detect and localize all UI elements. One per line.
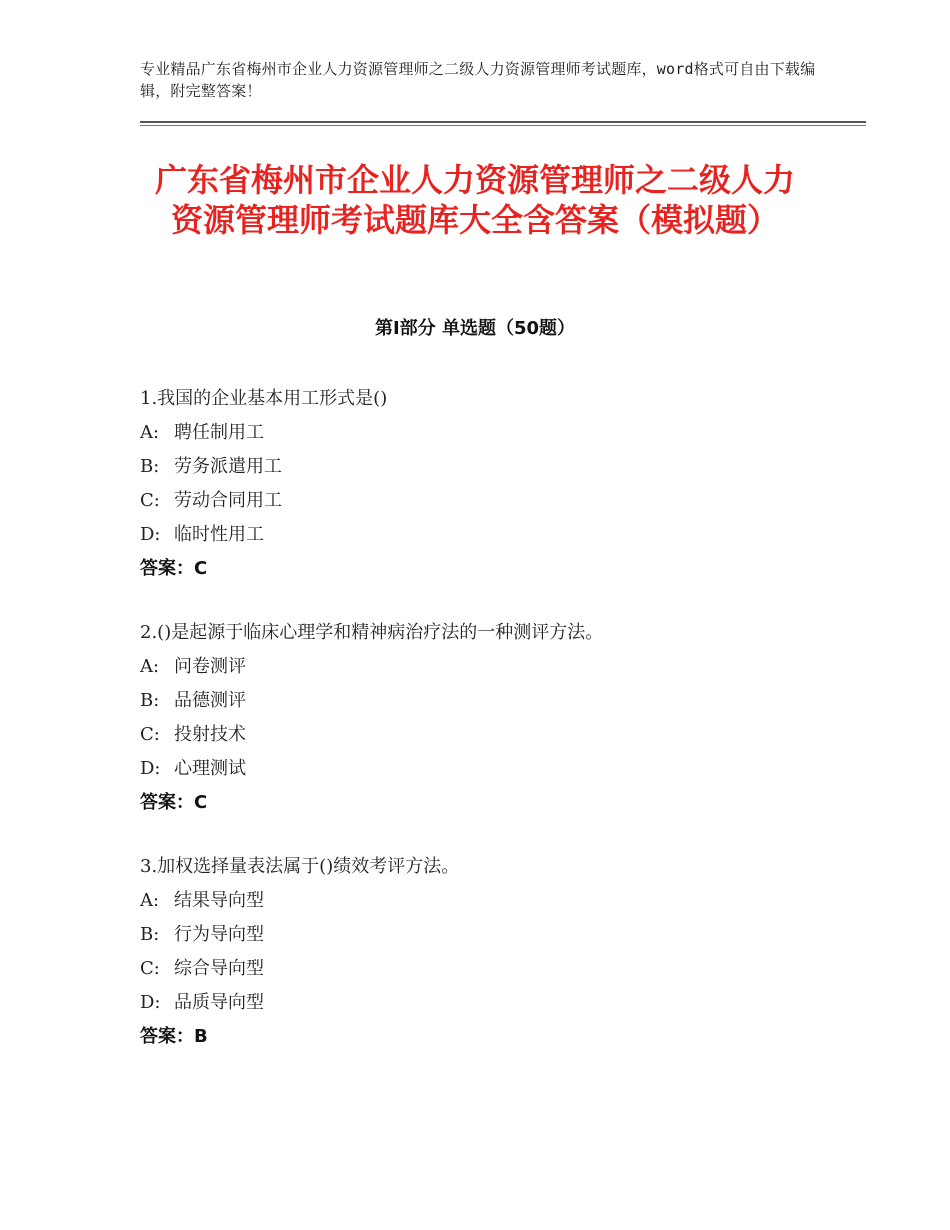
option-text: 心理测试 bbox=[174, 758, 246, 779]
option-d bbox=[140, 986, 840, 1020]
option-letter: A: bbox=[140, 656, 160, 677]
option-text: 品德测评 bbox=[174, 690, 246, 711]
question-2 bbox=[140, 616, 840, 820]
option-c bbox=[140, 952, 840, 986]
header-note: 专业精品广东省梅州市企业人力资源管理师之二级人力资源管理师考试题库，word格式可自由下载编辑，附完整答案！ bbox=[140, 60, 816, 100]
option-letter: C: bbox=[140, 958, 160, 979]
option-letter: C: bbox=[140, 724, 160, 745]
question-stem: 3.加权选择量表法属于()绩效考评方法。 bbox=[140, 856, 460, 877]
option-letter: C: bbox=[140, 490, 160, 511]
option-text: 聘任制用工 bbox=[174, 422, 264, 443]
option-c bbox=[140, 718, 840, 752]
option-b bbox=[140, 684, 840, 718]
header-rule-thick bbox=[140, 121, 866, 123]
option-text: 综合导向型 bbox=[174, 958, 264, 979]
option-letter: A: bbox=[140, 422, 160, 443]
option-d bbox=[140, 518, 840, 552]
answer-line: 答案：C bbox=[140, 558, 208, 579]
option-letter: B: bbox=[140, 456, 160, 477]
question-stem: 1.我国的企业基本用工形式是() bbox=[140, 388, 388, 409]
question-stem: 2.()是起源于临床心理学和精神病治疗法的一种测评方法。 bbox=[140, 622, 604, 643]
option-text: 问卷测评 bbox=[174, 656, 246, 677]
document-title: 广东省梅州市企业人力资源管理师之二级人力资源管理师考试题库大全含答案（模拟题） bbox=[154, 161, 795, 239]
option-letter: A: bbox=[140, 890, 160, 911]
option-text: 劳务派遣用工 bbox=[174, 456, 282, 477]
option-letter: B: bbox=[140, 690, 160, 711]
option-b bbox=[140, 450, 840, 484]
answer-line: 答案：B bbox=[140, 1026, 208, 1047]
option-text: 结果导向型 bbox=[174, 890, 264, 911]
option-d bbox=[140, 752, 840, 786]
option-c bbox=[140, 484, 840, 518]
question-list bbox=[140, 382, 840, 1084]
option-letter: B: bbox=[140, 924, 160, 945]
option-letter: D: bbox=[140, 992, 161, 1013]
question-3 bbox=[140, 850, 840, 1054]
question-1 bbox=[140, 382, 840, 586]
option-text: 投射技术 bbox=[174, 724, 246, 745]
answer-line: 答案：C bbox=[140, 792, 208, 813]
option-a bbox=[140, 884, 840, 918]
option-letter: D: bbox=[140, 758, 161, 779]
option-a bbox=[140, 416, 840, 450]
option-text: 劳动合同用工 bbox=[174, 490, 282, 511]
option-text: 临时性用工 bbox=[174, 524, 264, 545]
option-text: 行为导向型 bbox=[174, 924, 264, 945]
section-heading: 第Ⅰ部分 单选题（50题） bbox=[374, 318, 575, 339]
option-text: 品质导向型 bbox=[174, 992, 264, 1013]
header-rule-thin bbox=[140, 125, 866, 126]
option-b bbox=[140, 918, 840, 952]
option-letter: D: bbox=[140, 524, 161, 545]
option-a bbox=[140, 650, 840, 684]
